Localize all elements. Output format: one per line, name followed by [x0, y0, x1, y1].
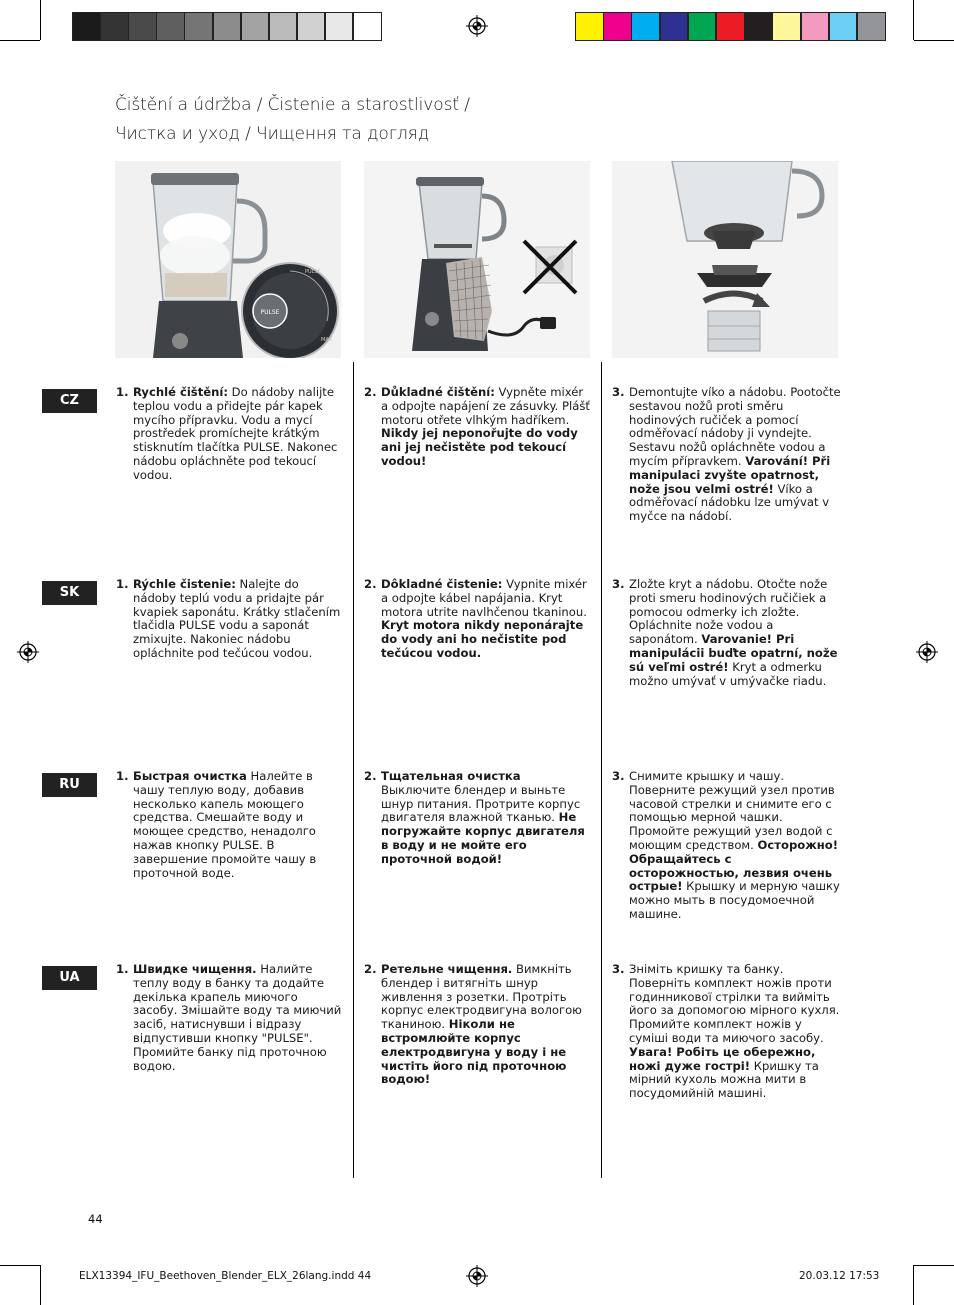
step-number: 3. — [612, 385, 625, 399]
gray-swatch — [72, 12, 101, 41]
step-body: Nalejte do nádoby teplú vodu a pridajte pár kvapiek saponátu. Krátky stlačením tlačidla PULSE vodu a saponát zmixujte. Nakoniec nádobu opláchnite pod tečúcou vodou. — [133, 577, 341, 660]
dial-bottom-label: MAX — [321, 337, 333, 343]
color-swatch — [688, 12, 717, 41]
blender-unplugged-cloth-illustration — [364, 161, 590, 358]
step-number: 2. — [364, 385, 377, 399]
language-badge: SK — [42, 581, 97, 605]
step-body: Снимите крышку и чашу. Поверните режущий узел против часовой стрелки и снимите его с помощью мерной чашки. Промойте режущий узел водой с моющим средством. — [629, 769, 835, 852]
crop-mark — [914, 1265, 954, 1266]
step-body: Do nádoby nalijte teplou vodu a přidejte pár kapek mycího přípravku. Vodu a mycí prostředek promíchejte krátkým stisknutím tlačítka PULSE. Nakonec nádobu opláchněte pod tekoucí vodou. — [133, 385, 338, 482]
blender-pulse-illustration — [115, 161, 341, 358]
page-heading-line2: Чистка и уход / Чищення та догляд — [115, 124, 430, 144]
color-swatch — [772, 12, 801, 41]
step-text — [133, 386, 344, 483]
gray-swatch — [353, 12, 382, 41]
step-body-tail: Víko a odměřovací nádobku lze umývat v myčce na nádobí. — [629, 481, 830, 524]
footer-date: 20.03.12 17:53 — [799, 1270, 880, 1282]
step-bold-lead: Rychlé čištění: — [133, 385, 228, 399]
step-warning: Не погружайте корпус двигателя в воду и не мойте его проточной водой! — [381, 810, 585, 866]
step-text — [629, 963, 842, 1101]
column-divider — [601, 362, 602, 1178]
instruction-step — [612, 386, 842, 524]
dial-pulse-label: PULSE — [260, 309, 280, 316]
step-warning: Varovanie! Pri manipulácii buďte opatrní, nože sú veľmi ostré! — [629, 632, 838, 674]
instruction-step — [364, 770, 590, 867]
gray-swatch — [241, 12, 270, 41]
step-body: Налийте теплу воду в банку та додайте декілька крапель миючого засобу. Змішайте воду та миючий засіб, натиснувши і відразу відпустивши кнопку "PULSE". Промийте банку під проточною водою. — [133, 962, 342, 1073]
color-swatch — [575, 12, 604, 41]
language-badge: RU — [42, 773, 97, 797]
step-body-tail: Крышку и мерную чашку можно мыть в посудомоечной машине. — [629, 879, 840, 921]
registration-mark-icon — [17, 641, 39, 663]
step-warning: Осторожно! Обращайтесь с осторожностью, лезвия очень острые! — [629, 837, 839, 894]
column-divider — [353, 362, 354, 1178]
step-text — [381, 770, 590, 867]
step-number: 1. — [116, 769, 129, 783]
crop-mark — [40, 1265, 41, 1305]
step-bold-lead: Быстрая очистка — [133, 769, 247, 783]
step-warning: Увага! Робіть це обережно, ножі дуже гострі! — [629, 1044, 816, 1073]
step-number: 3. — [612, 769, 625, 783]
step-warning: Nikdy jej neponořujte do vody ani jej nečistěte pod tekoucí vodou! — [381, 426, 578, 468]
step-text — [381, 386, 590, 469]
instruction-step — [612, 578, 842, 688]
color-swatch — [631, 12, 660, 41]
color-swatch — [801, 12, 830, 41]
step-body: Зніміть кришку та банку. Поверніть комплект ножів проти годинникової стрілки та вийміть його за допомогою мірного кухля. Промийте комплект ножів у суміші води та миючого засобу. — [629, 962, 840, 1045]
crop-mark — [913, 0, 914, 40]
gray-swatch — [184, 12, 213, 41]
gray-swatch — [325, 12, 354, 41]
step-text — [381, 578, 590, 661]
step-bold-lead: Dôkladné čistenie: — [381, 577, 503, 591]
blender-blade-disassembly-illustration — [612, 161, 838, 358]
gray-swatch — [269, 12, 298, 41]
language-badge: CZ — [42, 389, 97, 413]
dial-top-label: PULSE — [305, 269, 321, 275]
step-number: 3. — [612, 962, 625, 976]
step-warning: Varování! Při manipulaci zvyšte opatrnost, nože jsou velmi ostré! — [629, 453, 831, 496]
step-body: Налейте в чашу теплую воду, добавив несколько капель моющего средства. Смешайте воду и моющее средство, ненадолго нажав кнопку PULSE. В завершение промойте чашу в проточной воде. — [133, 769, 317, 880]
instruction-step — [364, 963, 590, 1087]
step-body: Demontujte víko a nádobu. Pootočte sestavou nožů proti směru hodinových ručiček a pomocí odměřovací nádoby ji vyndejte. Sestavu nožů opláchněte vodou a mycím přípravkem. — [629, 385, 841, 468]
color-swatch — [603, 12, 632, 41]
gray-swatch — [100, 12, 129, 41]
footer-file-name: ELX13394_IFU_Beethoven_Blender_ELX_26lang.indd 44 — [79, 1270, 372, 1282]
step-text — [629, 770, 842, 922]
gray-swatch — [297, 12, 326, 41]
step-text — [381, 963, 590, 1087]
crop-mark — [0, 1265, 40, 1266]
step-number: 1. — [116, 385, 129, 399]
step-warning: Kryt motora nikdy neponárajte do vody ani ho nečistite pod tečúcou vodou. — [381, 618, 584, 660]
step-body: Zložte kryt a nádobu. Otočte nože proti smeru hodinových ručičiek a pomocou odmerky ich zložte. Opláchnite nože vodou a saponátom. — [629, 577, 828, 647]
page-number: 44 — [88, 1212, 103, 1226]
registration-mark-icon — [916, 641, 938, 663]
step-bold-lead: Ретельне чищення. — [381, 962, 513, 976]
instruction-step — [116, 963, 344, 1073]
page-heading-line1: Čištění a údržba / Čistenie a starostlivosť / — [115, 95, 470, 115]
step-bold-lead: Тщательная очистка — [381, 769, 521, 783]
crop-mark — [914, 40, 954, 41]
step-number: 1. — [116, 962, 129, 976]
crop-mark — [913, 1265, 914, 1305]
language-badge: UA — [42, 966, 97, 990]
step-number: 2. — [364, 962, 377, 976]
gray-swatch — [128, 12, 157, 41]
step-text — [629, 386, 842, 524]
step-bold-lead: Швидке чищення. — [133, 962, 257, 976]
step-body: Вимкніть блендер і витягніть шнур живлення з розетки. Протріть корпус електродвигуна вологою тканиною. — [381, 962, 582, 1032]
instruction-step — [612, 963, 842, 1101]
instruction-step — [364, 386, 590, 469]
step-body-tail: Kryt a odmerku možno umývať v umývačke riadu. — [629, 659, 827, 688]
step-text — [629, 578, 842, 688]
color-swatch — [660, 12, 689, 41]
gray-swatch — [156, 12, 185, 41]
registration-mark-icon — [466, 1265, 488, 1287]
step-body: Выключите блендер и выньте шнур питания. Протрите корпус двигателя влажной тканью. — [381, 782, 581, 825]
color-swatch — [857, 12, 886, 41]
step-warning: Ніколи не встромлюйте корпус електродвигуна у воду і не чистіть його під проточною водою! — [381, 1017, 567, 1087]
step-number: 3. — [612, 577, 625, 591]
instruction-step — [116, 578, 344, 661]
step-number: 2. — [364, 577, 377, 591]
gray-swatch — [213, 12, 242, 41]
step-bold-lead: Rýchle čistenie: — [133, 577, 236, 591]
step-body: Vypnite mixér a odpojte kábel napájania. Kryt motora utrite navlhčenou tkaninou. — [381, 577, 587, 619]
step-number: 1. — [116, 577, 129, 591]
crop-mark — [40, 0, 41, 40]
color-swatch — [829, 12, 858, 41]
color-swatch — [716, 12, 745, 41]
step-number: 2. — [364, 769, 377, 783]
step-text — [133, 578, 344, 661]
step-body: Vypněte mixér a odpojte napájení ze zásuvky. Plášť motoru otřete vlhkým hadříkem. — [381, 385, 590, 427]
instruction-step — [364, 578, 590, 661]
color-swatch — [744, 12, 773, 41]
step-bold-lead: Důkladné čištění: — [381, 385, 495, 399]
instruction-step — [116, 386, 344, 483]
step-body-tail: Кришку та мірний кухоль можна мити в посудомийній машині. — [629, 1058, 819, 1101]
step-text — [133, 770, 344, 880]
step-text — [133, 963, 344, 1073]
instruction-step — [116, 770, 344, 880]
crop-mark — [0, 40, 40, 41]
instruction-step — [612, 770, 842, 922]
registration-mark-icon — [466, 15, 488, 37]
